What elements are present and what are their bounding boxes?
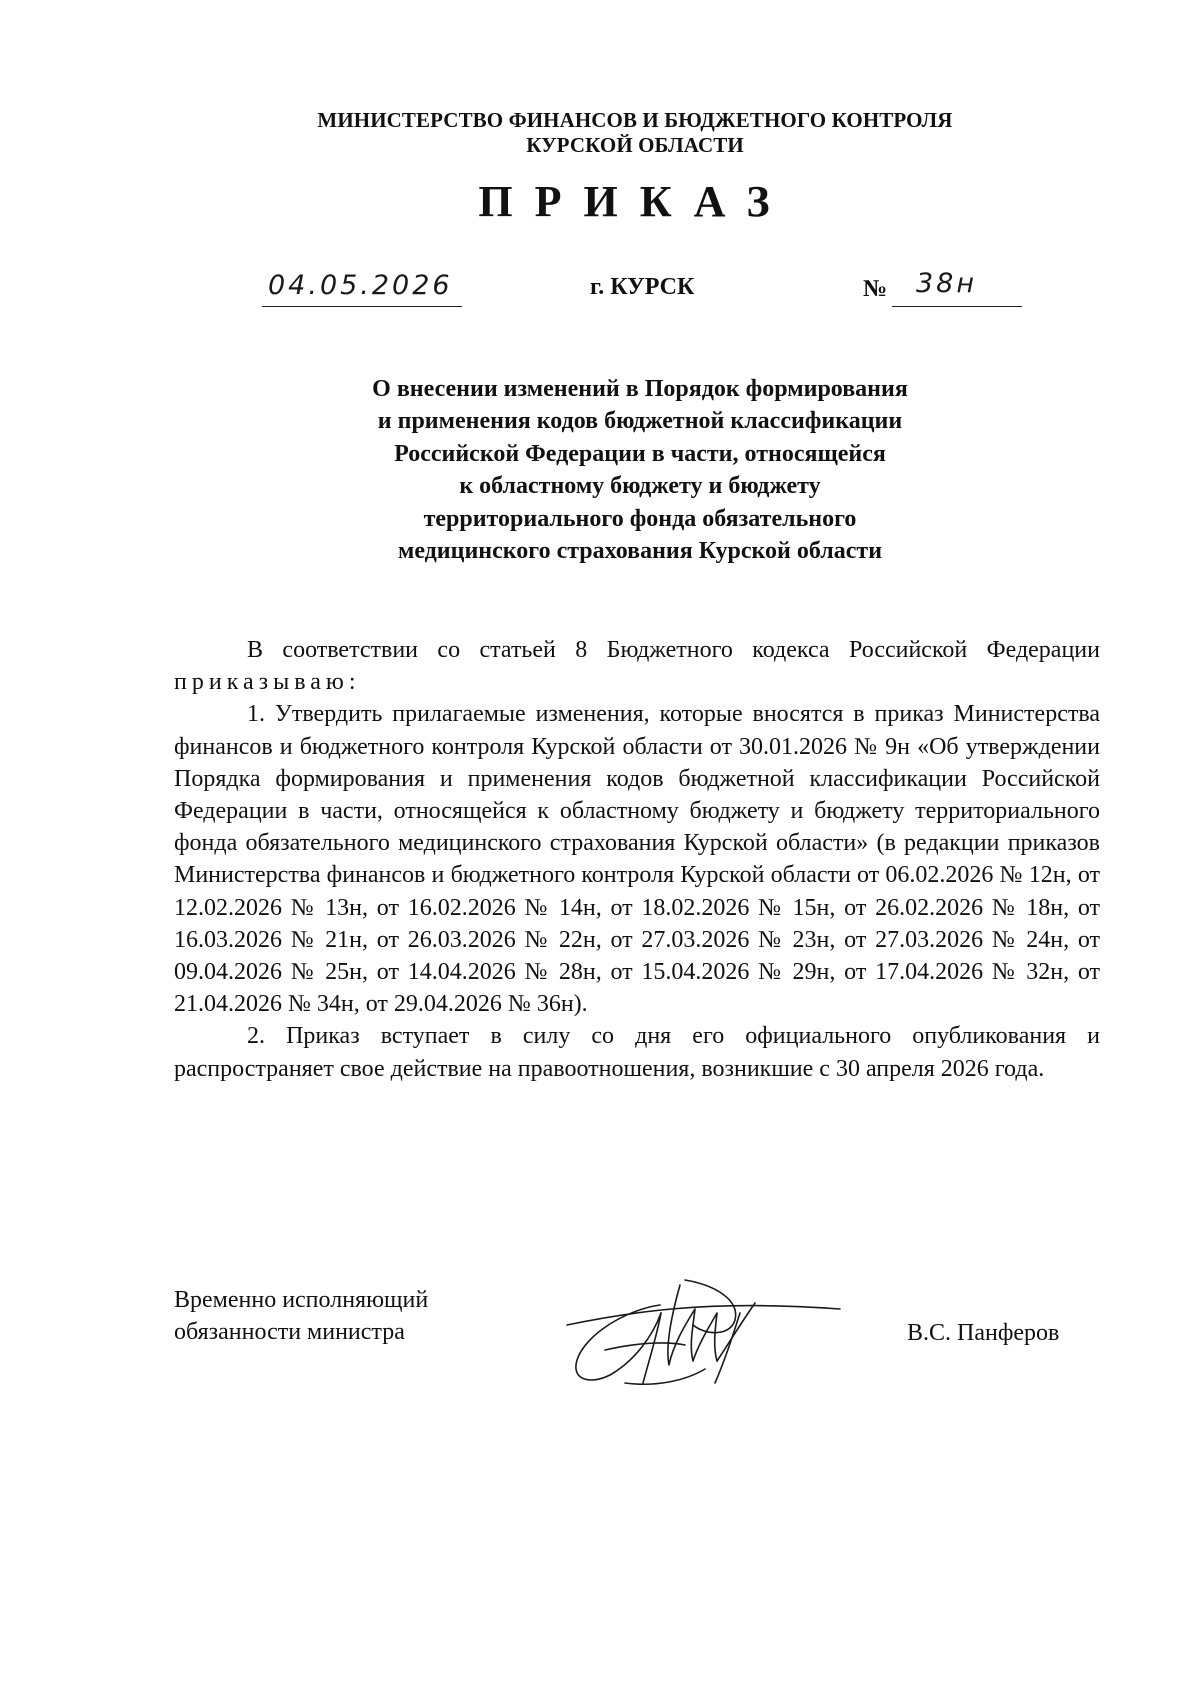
subject-line: О внесении изменений в Порядок формирования xyxy=(372,376,908,402)
subject-line: медицинского страхования Курской области xyxy=(397,538,883,565)
position-line-2: обязанности министра xyxy=(174,1319,405,1345)
document-meta-row xyxy=(0,268,1200,308)
ministry-header xyxy=(0,108,1200,158)
preamble-colon: : xyxy=(348,669,356,696)
subject-line: Российской Федерации в части, относящейся xyxy=(394,440,886,467)
order-verb: приказываю xyxy=(174,669,349,696)
signer-name: В.С. Панферов xyxy=(907,1320,1060,1346)
handwritten-signature-icon xyxy=(565,1265,855,1405)
date-field xyxy=(262,268,462,307)
subject-line: к областному бюджету и бюджету xyxy=(459,473,821,500)
city-label: г. КУРСК xyxy=(590,274,695,300)
preamble-text: В соответствии со статьей 8 Бюджетного кодекса Российской Федерации xyxy=(247,637,1100,663)
number-field xyxy=(892,268,1022,307)
signatory-position xyxy=(174,1284,428,1348)
order-body xyxy=(174,634,1100,1085)
preamble-paragraph xyxy=(174,634,1100,698)
position-line-1: Временно исполняющий xyxy=(174,1287,429,1313)
subject-line: и применения кодов бюджетной классификации xyxy=(377,408,903,435)
ministry-name-line-2: КУРСКОЙ ОБЛАСТИ xyxy=(526,133,744,157)
handwritten-number: 38н xyxy=(916,268,978,299)
item-2-paragraph: 2. Приказ вступает в силу со дня его официального опубликования и распространяет свое действие на правоотношения, возникшие с 30 апреля 2026 года. xyxy=(174,1023,1100,1082)
handwritten-date: 04.05.2026 xyxy=(268,270,453,301)
document-type-title: ПРИКАЗ xyxy=(478,177,792,226)
item-1-paragraph: 1. Утвердить прилагаемые изменения, которые вносятся в приказ Министерства финансов и бюджетного контроля Курской области от 30.01.2026 № 9н «Об утверждении Порядка формирования и применения кодов бюджетной классификации Российской Федерации в части, относящейся к областному бюджету и бюджету территориального фонда обязательного медицинского страхования Курской области» (в редакции приказов Министерства финансов и бюджетного контроля Курской области от 06.02.2026 № 12н, от 12.02.2026 № 13н, от 16.02.2026 № 14н, от 18.02.2026 № 15н, от 26.02.2026 № 18н, от 16.03.2026 № 21н, от 26.03.2026 № 22н, от 27.03.2026 № 23н, от 27.03.2026 № 24н, от 09.04.2026 № 25н, от 14.04.2026 № 28н, от 15.04.2026 № 29н, от 17.04.2026 № 32н, от 21.04.2026 № 34н, от 29.04.2026 № 36н). xyxy=(174,701,1100,1018)
subject-line: территориального фонда обязательного xyxy=(423,505,857,532)
number-label: № xyxy=(863,276,888,302)
order-subject xyxy=(0,373,1200,567)
ministry-name-line-1: МИНИСТЕРСТВО ФИНАНСОВ И БЮДЖЕТНОГО КОНТРОЛЯ xyxy=(317,108,953,132)
